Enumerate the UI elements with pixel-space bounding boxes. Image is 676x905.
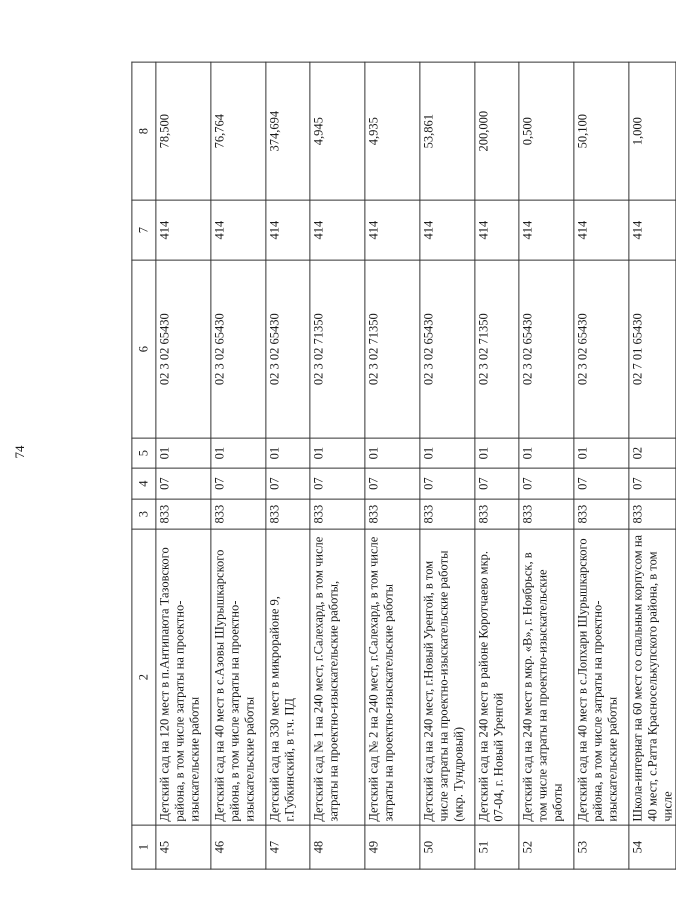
cell-col4: 07 [265,468,309,499]
cell-col6: 02 3 02 71350 [364,260,419,438]
cell-col4: 07 [210,468,265,499]
cell-col3: 833 [210,499,265,529]
object-name: Детский сад № 1 на 240 мест, г.Салехард, в том числе затраты на проектно-изыскательские работы, [309,529,364,825]
table-row [474,62,518,869]
object-name: Детский сад на 330 мест в микрорайоне 9, г.Губкинский, в т.ч. ПД [265,529,309,825]
cell-col5: 01 [364,438,419,468]
column-header: 1 [131,825,155,869]
cell-amount: 1,000 [628,62,675,200]
cell-col6: 02 7 01 65430 [628,260,675,438]
cell-col5: 02 [628,438,675,468]
row-number: 50 [419,825,474,869]
cell-col5: 01 [419,438,474,468]
cell-amount: 0,500 [518,62,573,200]
table-row [210,62,265,869]
table-row [265,62,309,869]
object-name: Детский сад на 240 мест, г.Новый Уренгой, в том числе затраты на проектно-изыскательские работы (мкр. Тундровый) [419,529,474,825]
cell-col3: 833 [518,499,573,529]
cell-amount: 53,861 [419,62,474,200]
cell-col3: 833 [265,499,309,529]
table-row [309,62,364,869]
cell-col7: 414 [364,200,419,260]
budget-table [131,62,676,870]
row-number: 48 [309,825,364,869]
cell-col6: 02 3 02 71350 [474,260,518,438]
column-header: 7 [131,200,155,260]
row-number: 53 [573,825,628,869]
object-name: Детский сад на 40 мест в с.Лопхари Шурышкарского района, в том числе затраты на проектно-изыскательские работы [573,529,628,825]
object-name: Детский сад на 120 мест в п.Антипаюта Тазовского района, в том числе затраты на проектно-изыскательские работы [155,529,210,825]
cell-col4: 07 [155,468,210,499]
column-header: 5 [131,438,155,468]
row-number: 47 [265,825,309,869]
cell-col5: 01 [210,438,265,468]
cell-col5: 01 [518,438,573,468]
row-number: 54 [628,825,675,869]
cell-col3: 833 [628,499,675,529]
cell-col4: 07 [518,468,573,499]
cell-col6: 02 3 02 65430 [210,260,265,438]
table-header-row [131,62,155,869]
row-number: 45 [155,825,210,869]
cell-col6: 02 3 02 65430 [155,260,210,438]
row-number: 52 [518,825,573,869]
column-header: 4 [131,468,155,499]
table-row [364,62,419,869]
cell-col3: 833 [364,499,419,529]
object-name: Детский сад на 240 мест в мкр. «В», г. Ноябрьск, в том числе затраты на проектно-изыскательские работы [518,529,573,825]
table-row [628,62,675,869]
object-name: Детский сад на 240 мест в районе Коротчаево мкр. 07-04, г. Новый Уренгой [474,529,518,825]
row-number: 51 [474,825,518,869]
column-header: 6 [131,260,155,438]
page-number: 74 [12,445,27,459]
table-row [518,62,573,869]
column-header: 2 [131,529,155,825]
row-number: 46 [210,825,265,869]
cell-col3: 833 [155,499,210,529]
cell-col6: 02 3 02 65430 [265,260,309,438]
cell-col6: 02 3 02 65430 [573,260,628,438]
cell-amount: 76,764 [210,62,265,200]
cell-col7: 414 [210,200,265,260]
cell-col6: 02 3 02 65430 [419,260,474,438]
cell-col7: 414 [309,200,364,260]
cell-amount: 200,000 [474,62,518,200]
cell-amount: 4,945 [309,62,364,200]
cell-col7: 414 [265,200,309,260]
cell-col5: 01 [265,438,309,468]
cell-col4: 07 [474,468,518,499]
object-name: Детский сад на 40 мест в с.Азовы Шурышкарского района, в том числе затраты на проектно-изыскательские работы [210,529,265,825]
cell-col3: 833 [309,499,364,529]
object-name: Детский сад № 2 на 240 мест, г.Салехард, в том числе затраты на проектно-изыскательские работы [364,529,419,825]
cell-col4: 07 [309,468,364,499]
cell-col3: 833 [419,499,474,529]
table-row [419,62,474,869]
cell-col4: 07 [419,468,474,499]
cell-amount: 374,694 [265,62,309,200]
cell-col4: 07 [573,468,628,499]
cell-col6: 02 3 02 65430 [518,260,573,438]
cell-amount: 50,100 [573,62,628,200]
cell-col5: 01 [474,438,518,468]
cell-col7: 414 [573,200,628,260]
cell-col6: 02 3 02 71350 [309,260,364,438]
cell-col7: 414 [518,200,573,260]
cell-amount: 4,935 [364,62,419,200]
cell-col7: 414 [628,200,675,260]
cell-col3: 833 [573,499,628,529]
cell-col5: 01 [573,438,628,468]
cell-col5: 01 [309,438,364,468]
cell-col7: 414 [474,200,518,260]
cell-amount: 78,500 [155,62,210,200]
column-header: 8 [131,62,155,200]
row-number: 49 [364,825,419,869]
cell-col5: 01 [155,438,210,468]
cell-col7: 414 [155,200,210,260]
cell-col3: 833 [474,499,518,529]
object-name: Школа-интернат на 60 мест со спальным корпусом на 40 мест, с.Ратта Красноселькупского района, в том числе [628,529,675,825]
column-header: 3 [131,499,155,529]
cell-col4: 07 [628,468,675,499]
cell-col7: 414 [419,200,474,260]
table-row [573,62,628,869]
cell-col4: 07 [364,468,419,499]
table-row [155,62,210,869]
